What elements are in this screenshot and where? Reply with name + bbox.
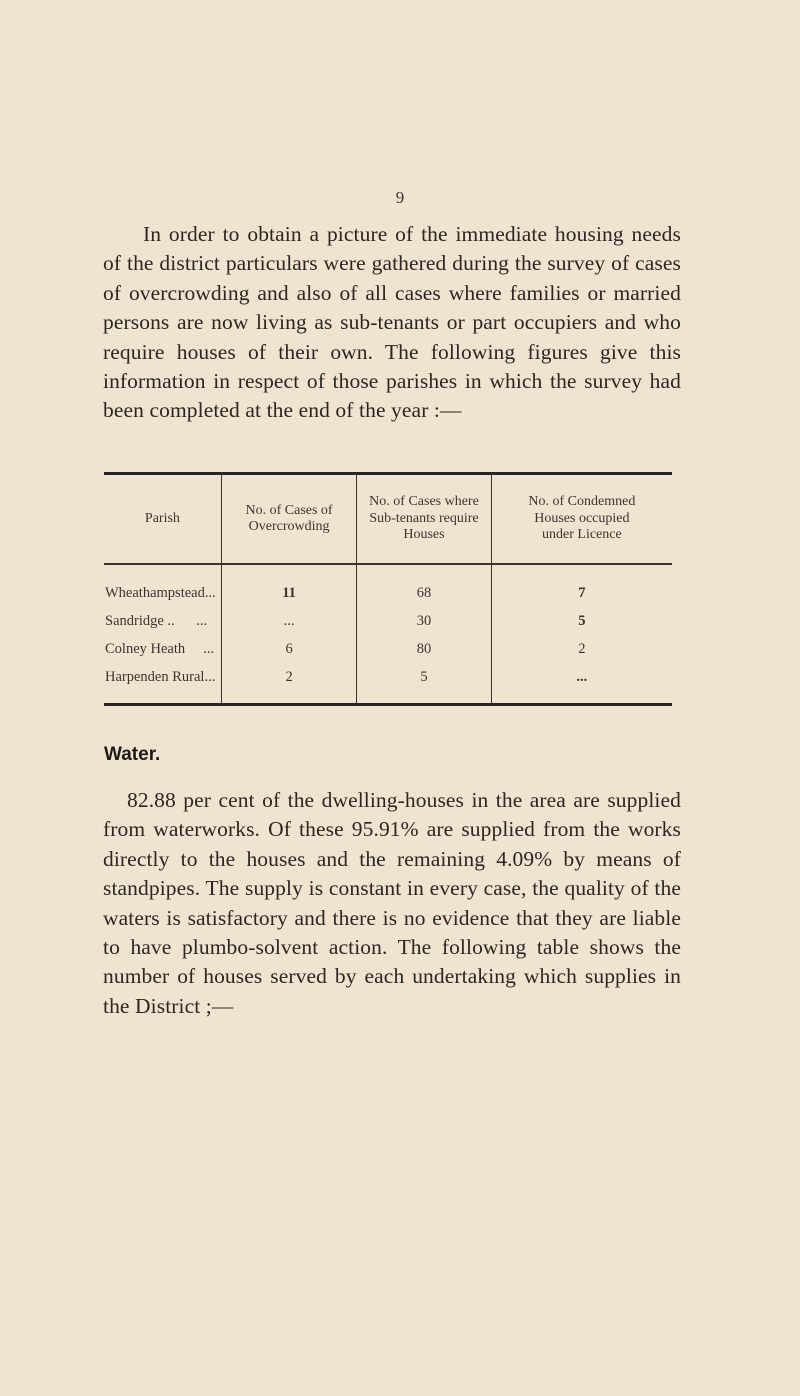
cell-overcrowding: ... [221, 607, 356, 635]
header-subtenants [357, 475, 491, 564]
table-row [104, 635, 672, 663]
parish-table [104, 475, 672, 703]
page-number: 9 [395, 188, 405, 207]
cell-condemned: ... [491, 663, 672, 703]
header-condemned-text: No. of Condemned Houses occupied under Licence [528, 494, 636, 543]
cell-parish: Colney Heath ... [105, 640, 215, 657]
water-heading: Water. [104, 744, 161, 765]
water-paragraph: 82.88 per cent of the dwelling-houses in the area are supplied from waterworks. Of these 95.91% are supplied from the works directly to the houses and the remaining 4.09% by means of standpipes. The supply is constant in every case, the quality of the waters is satisfactory and there is no evidence that they are liable to have plumbo-solvent action. The following table shows the number of houses served by each undertaking which supplies in the District ;— [103, 788, 681, 1018]
cell-subtenants: 30 [357, 607, 491, 635]
header-overcrowding [221, 475, 356, 564]
cell-overcrowding: 6 [221, 635, 356, 663]
table-bottom-rule [104, 703, 672, 706]
header-condemned [491, 475, 672, 564]
cell-condemned: 7 [491, 564, 672, 607]
table-row [104, 607, 672, 635]
cell-overcrowding: 11 [221, 564, 356, 607]
housing-paragraph: In order to obtain a picture of the immediate housing needs of the district particulars were gathered during the survey of cases of overcrowding and also of all cases where families or married persons are now living as sub-tenants or part occupiers and who require houses of their own. The following figures give this information in respect of those parishes in which the survey had been completed at the end of the year :— [103, 222, 681, 423]
cell-subtenants: 80 [357, 635, 491, 663]
table-header-row [104, 475, 672, 564]
table-row [104, 663, 672, 703]
cell-condemned: 5 [491, 607, 672, 635]
cell-condemned: 2 [491, 635, 672, 663]
cell-parish: Harpenden Rural... [105, 668, 216, 685]
table-row [104, 564, 672, 607]
cell-subtenants: 68 [357, 564, 491, 607]
housing-needs-table [104, 472, 672, 706]
cell-subtenants: 5 [357, 663, 491, 703]
header-parish: Parish [104, 475, 221, 564]
cell-parish: Wheathampstead... [105, 584, 216, 601]
header-overcrowding-text: No. of Cases of Overcrowding [245, 502, 333, 534]
cell-overcrowding: 2 [221, 663, 356, 703]
header-subtenants-text: No. of Cases where Sub-tenants require Houses [369, 494, 479, 543]
cell-parish: Sandridge .. ... [105, 612, 208, 629]
